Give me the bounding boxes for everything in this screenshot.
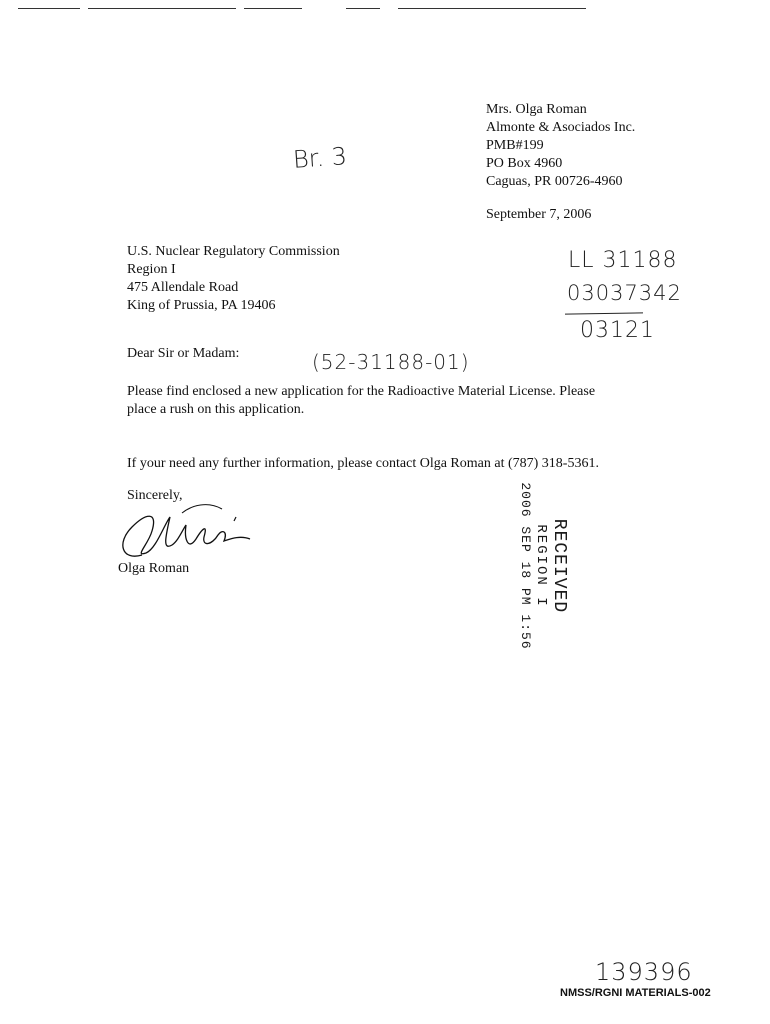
sender-city: Caguas, PR 00726-4960: [486, 174, 623, 189]
closing: Sincerely,: [127, 488, 183, 503]
handwritten-ll-number: LL 31188: [568, 248, 678, 273]
body-paragraph-2: If your need any further information, please contact Olga Roman at (787) 318-5361.: [127, 456, 599, 471]
scan-edge-line: [88, 8, 236, 9]
handwritten-top-note: Br. 3: [292, 142, 348, 174]
recipient-address: [127, 243, 340, 315]
stamp-date: 2006 SEP 18 PM 1:56: [518, 482, 533, 650]
sender-address: [486, 101, 635, 191]
letter-date: September 7, 2006: [486, 207, 592, 222]
sender-po-box: PO Box 4960: [486, 156, 563, 171]
salutation: Dear Sir or Madam:: [127, 346, 240, 361]
stamp-received: RECEIVED: [549, 518, 569, 614]
scan-edge-line: [398, 8, 586, 9]
signer-name: Olga Roman: [118, 561, 190, 576]
recipient-region: Region I: [127, 262, 176, 277]
body-paragraph-1: [127, 383, 595, 419]
control-underline: [565, 312, 643, 314]
body-line: Please find enclosed a new application for the Radioactive Material License. Please: [127, 384, 596, 399]
scan-edge-line: [244, 8, 302, 9]
scan-edge-line: [18, 8, 80, 9]
sender-pmb: PMB#199: [486, 138, 544, 153]
stamp-region: REGION I: [533, 524, 549, 608]
received-stamp: [518, 481, 569, 651]
handwritten-control-number: 03037342: [567, 281, 682, 305]
footer-code: NMSS/RGNI MATERIALS-002: [560, 987, 711, 999]
handwritten-code: 03121: [580, 318, 655, 343]
sender-company: Almonte & Asociados Inc.: [486, 120, 636, 135]
recipient-street: 475 Allendale Road: [127, 280, 239, 295]
body-line: place a rush on this application.: [127, 402, 305, 417]
sender-name: Mrs. Olga Roman: [486, 102, 587, 117]
scan-edge-line: [346, 8, 380, 9]
handwritten-license-number: (52-31188-01): [312, 350, 470, 374]
handwritten-bottom-number: 139396: [595, 958, 693, 986]
recipient-org: U.S. Nuclear Regulatory Commission: [127, 244, 340, 259]
recipient-city: King of Prussia, PA 19406: [127, 298, 276, 313]
